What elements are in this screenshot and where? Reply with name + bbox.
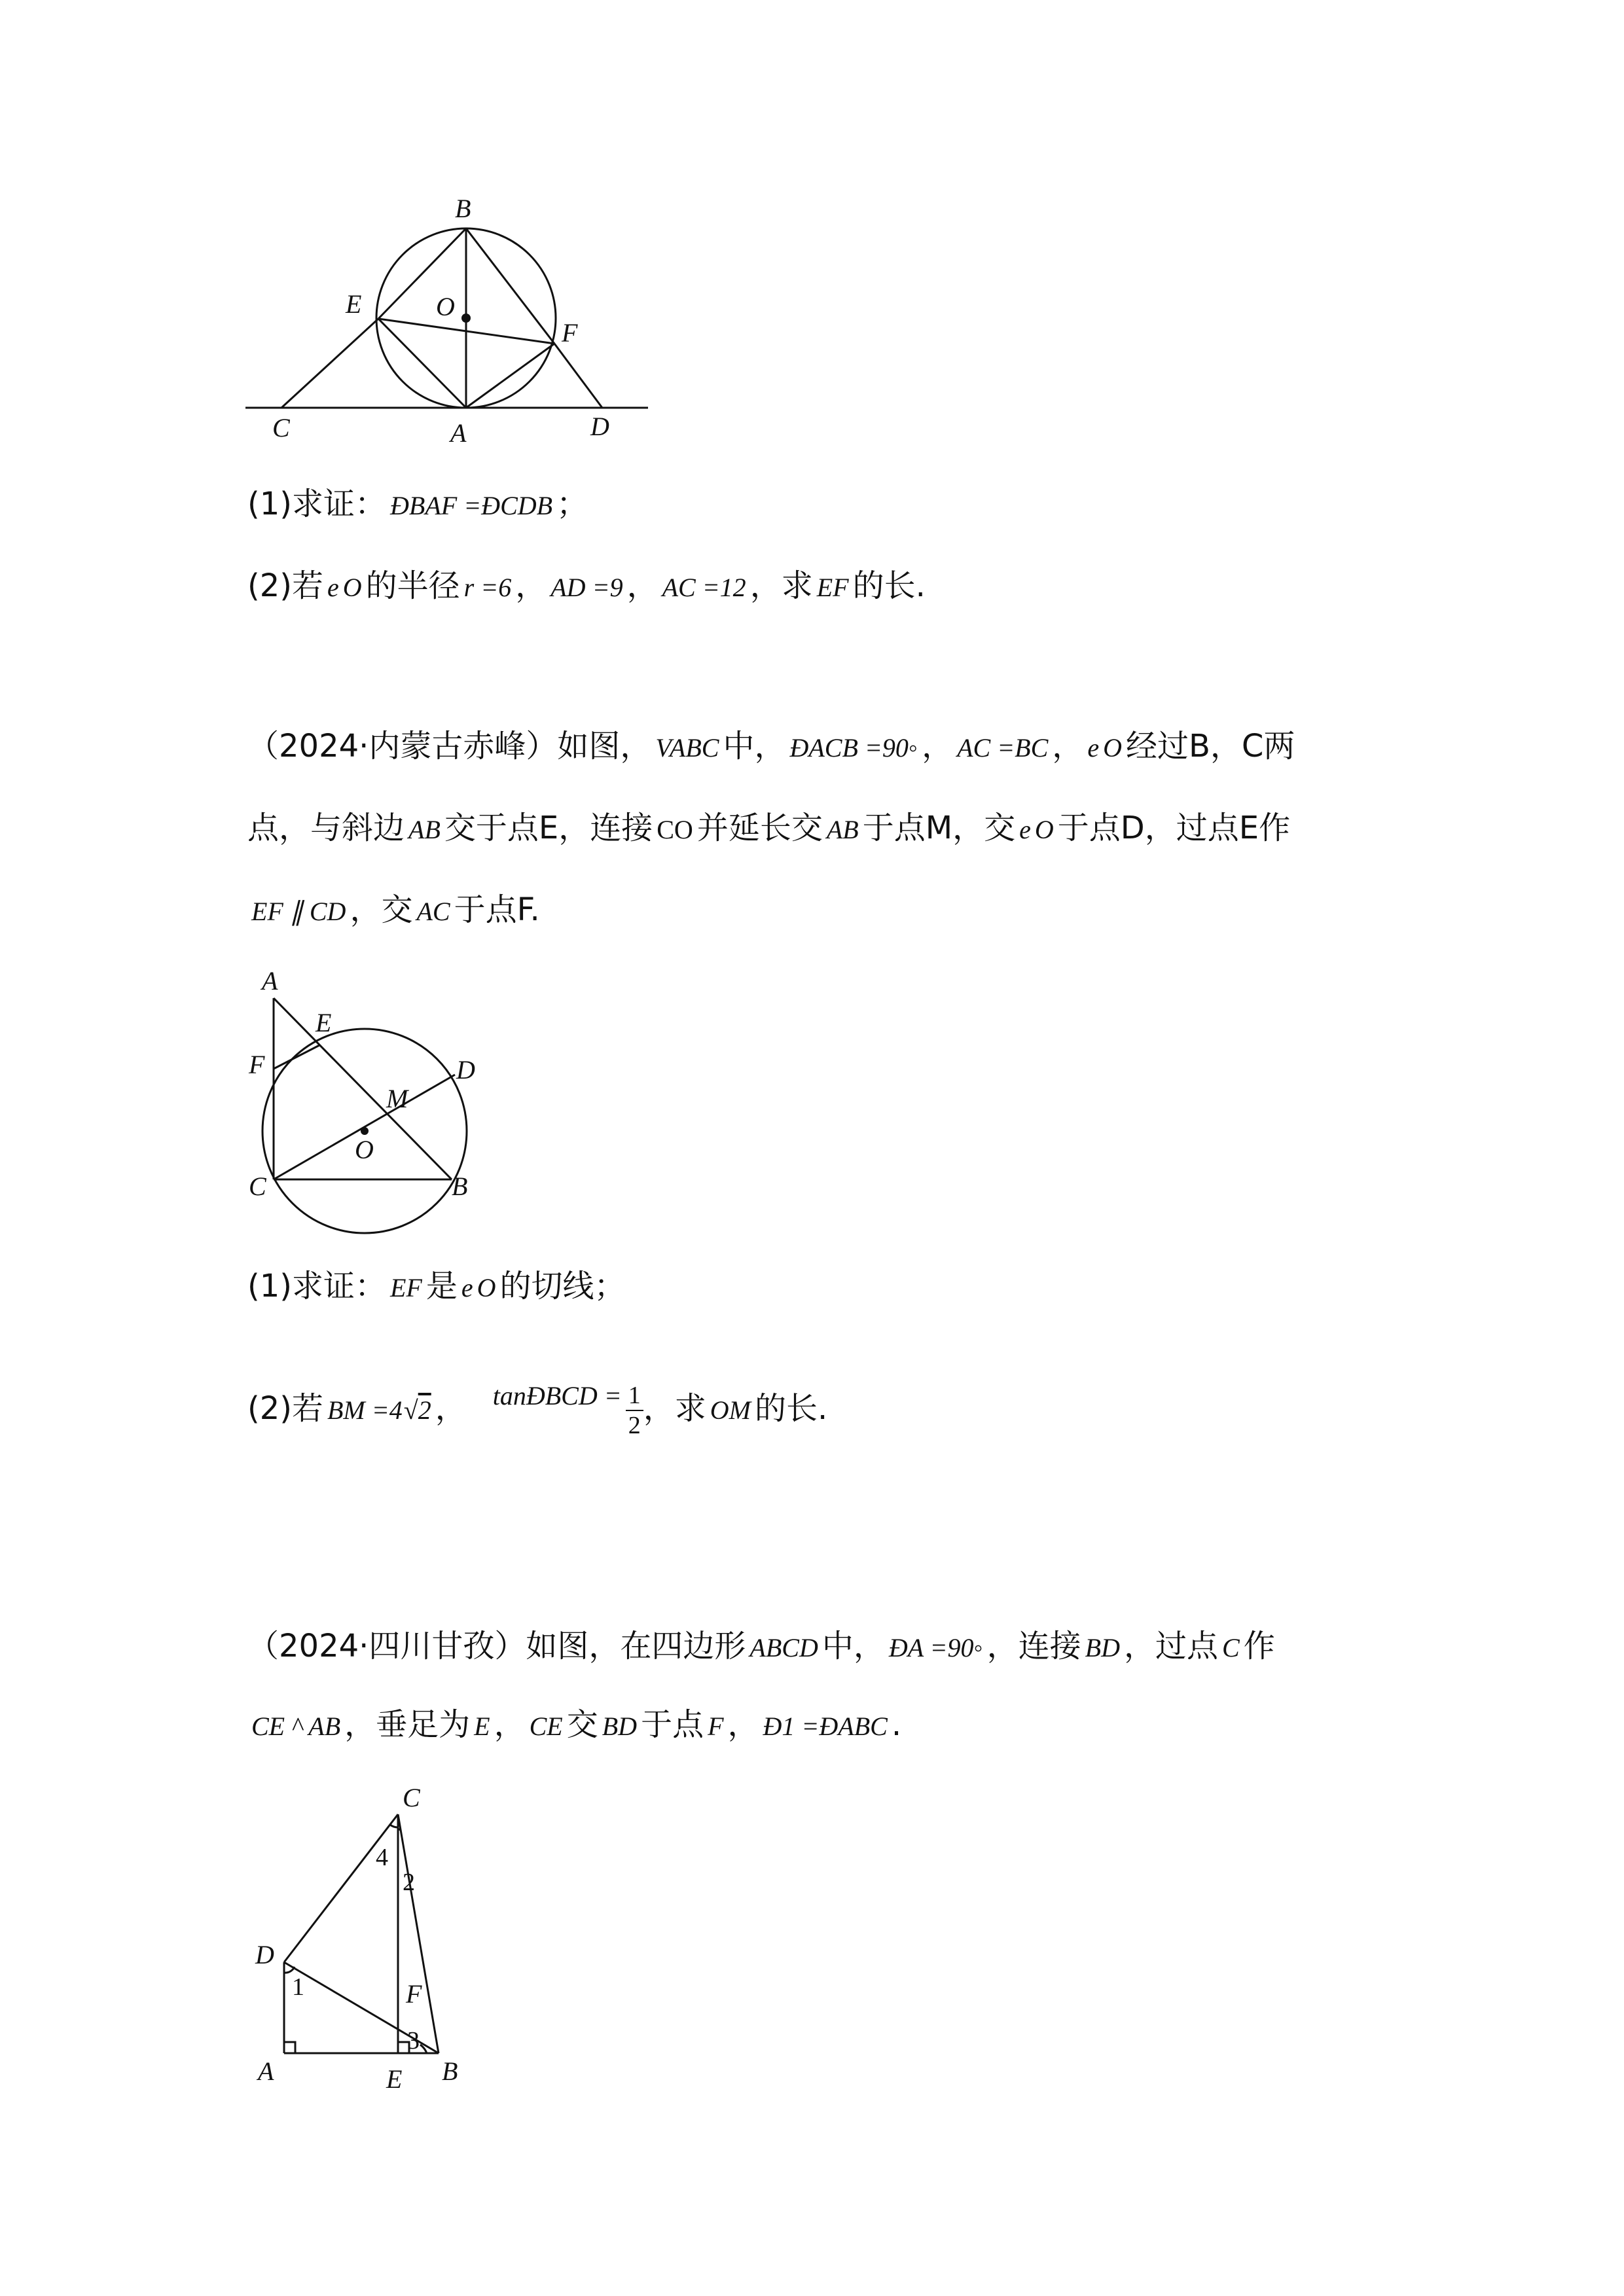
- math-ef: EF: [390, 1273, 422, 1302]
- label-F: F: [249, 1050, 265, 1079]
- block2-question-2: (2)若 BM =4√2 ， $^{tanÐBCD =}$ $\frac{1}{2}$ ，求 OM 的长.: [247, 1381, 828, 1439]
- circle-symbol: e: [1087, 733, 1100, 762]
- label-D: D: [255, 1940, 274, 1969]
- math-angle-a: ÐA =90◦: [888, 1633, 983, 1662]
- angle-label-1: 1: [292, 1973, 304, 2001]
- circle-symbol: e: [327, 573, 339, 602]
- label-F: F: [406, 1979, 422, 2009]
- math-e: E: [474, 1712, 490, 1741]
- math-ac: AC: [416, 897, 450, 926]
- math-perpendicular: CE ^ AB: [251, 1712, 341, 1741]
- block2-stem-line-3: EF ∥ CD ，交 AC 于点F.: [251, 891, 540, 928]
- label-A: A: [450, 418, 467, 448]
- angle-label-4: 4: [376, 1844, 388, 1871]
- math-ef: EF: [816, 573, 849, 602]
- label-D: D: [590, 412, 609, 441]
- math-bd: BD: [602, 1712, 638, 1741]
- label-O: O: [436, 292, 455, 321]
- math-angle-1: Ð1 =ÐABC: [763, 1712, 888, 1741]
- math-ad: AD =9: [550, 573, 623, 602]
- figure-3-quadrilateral: [242, 1767, 530, 2101]
- label-C: C: [249, 1172, 266, 1201]
- label-B: B: [442, 2056, 458, 2086]
- math-ab: AB: [408, 815, 441, 844]
- math-tan: tanÐBCD =: [492, 1381, 622, 1410]
- label-D: D: [456, 1055, 475, 1085]
- angle-label-3: 3: [407, 2027, 420, 2054]
- figure-1-circle-tangent: [242, 193, 661, 468]
- math-angle-equality: ÐBAF =ÐCDB: [390, 491, 553, 520]
- label-C: C: [272, 413, 290, 442]
- math-co: CO: [657, 815, 693, 844]
- block3-stem-line-1: （2024·四川甘孜）如图，在四边形 ABCD 中， ÐA =90◦ ，连接 BD ，过点 C 作: [247, 1628, 1275, 1664]
- label-B: B: [455, 194, 471, 223]
- math-ac-bc: AC =BC: [957, 733, 1049, 762]
- math-bd: BD: [1085, 1633, 1120, 1662]
- math-parallel: EF ∥ CD: [251, 897, 346, 926]
- math-right-angle: ÐACB =90◦: [789, 733, 918, 762]
- label-A: A: [262, 966, 278, 996]
- fraction-one-half: $\frac{1}{2}$: [626, 1381, 643, 1440]
- block2-stem-line-2: 点，与斜边 AB 交于点E，连接 CO 并延长交 AB 于点M，交 e O 于点D，过点E作: [247, 810, 1291, 846]
- label-O: O: [355, 1135, 374, 1164]
- label-E: E: [346, 289, 362, 319]
- math-om: OM: [710, 1395, 751, 1425]
- label-B: B: [452, 1172, 468, 1201]
- math-c: C: [1222, 1633, 1240, 1662]
- figure-2-triangle-circle: [242, 962, 504, 1237]
- block1-question-2: (2)若 e O 的半径 r =6 ， AD =9 ， AC =12 ，求 EF 的长.: [247, 567, 926, 604]
- math-f: F: [708, 1712, 724, 1741]
- label-E: E: [316, 1008, 332, 1037]
- math-radius: r =6: [463, 573, 512, 602]
- block2-stem-line-1: （2024·内蒙古赤峰）如图， VABC 中， ÐACB =90◦ ， AC =BC ， e O 经过B，C两: [247, 728, 1295, 764]
- block1-question-1: (1)求证： ÐBAF =ÐCDB ；: [247, 486, 588, 522]
- label-E: E: [386, 2064, 403, 2094]
- math-triangle: VABC: [655, 733, 719, 762]
- math-ac: AC =12: [662, 573, 746, 602]
- math-sqrt: √2: [403, 1395, 431, 1425]
- math-ce: CE: [529, 1712, 563, 1741]
- angle-label-2: 2: [403, 1869, 415, 1896]
- label-F: F: [562, 318, 578, 348]
- math-abcd: ABCD: [749, 1633, 818, 1662]
- label-M: M: [386, 1084, 408, 1113]
- block3-stem-line-2: CE ^ AB ，垂足为 E ， CE 交 BD 于点 F ， Ð1 =ÐABC .: [251, 1706, 902, 1743]
- label-A: A: [258, 2056, 274, 2086]
- math-bm: BM =4: [327, 1395, 403, 1425]
- label-C: C: [403, 1783, 420, 1812]
- block2-question-1: (1)求证： EF 是 e O 的切线；: [247, 1268, 626, 1304]
